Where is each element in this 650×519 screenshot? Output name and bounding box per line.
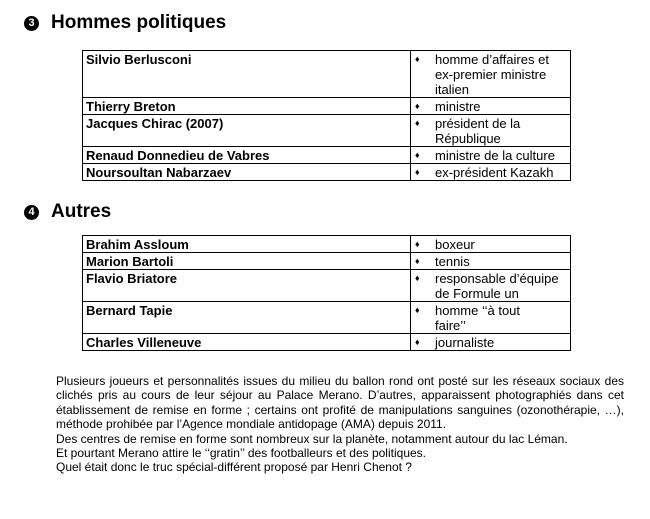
person-description: responsable d’équipe de Formule un — [435, 271, 559, 301]
person-description: ministre de la culture — [435, 148, 555, 163]
person-name: Marion Bartoli — [83, 253, 411, 270]
table-row — [83, 236, 571, 253]
section-heading-politicians — [24, 12, 226, 34]
diamond-bullet-icon: ♦ — [415, 150, 420, 160]
person-name: Renaud Donnedieu de Vabres — [83, 147, 411, 164]
person-name: Thierry Breton — [83, 98, 411, 115]
number-badge: 4 — [24, 205, 39, 220]
diamond-bullet-icon: ♦ — [415, 101, 420, 111]
diamond-bullet-icon: ♦ — [415, 239, 420, 249]
diamond-bullet-icon: ♦ — [415, 256, 420, 266]
table-row — [83, 98, 571, 115]
person-name: Noursoultan Nabarzaev — [83, 164, 411, 181]
person-name: Brahim Assloum — [83, 236, 411, 253]
politicians-table — [82, 50, 571, 181]
diamond-bullet-icon: ♦ — [415, 273, 420, 283]
table-row — [83, 334, 571, 351]
section-heading-others — [24, 201, 111, 223]
person-description: homme ‘‘à tout faire’’ — [435, 303, 521, 333]
table-row — [83, 164, 571, 181]
table-row — [83, 147, 571, 164]
person-description: ex-président Kazakh — [435, 165, 554, 180]
table-row — [83, 253, 571, 270]
table-row — [83, 115, 571, 147]
diamond-bullet-icon: ♦ — [415, 167, 420, 177]
person-description: ministre — [435, 99, 481, 114]
person-name: Jacques Chirac (2007) — [83, 115, 411, 147]
person-name: Charles Villeneuve — [83, 334, 411, 351]
number-badge: 3 — [24, 16, 39, 31]
person-description: homme d’affaires et ex-premier ministre italien — [435, 52, 549, 97]
table-row — [83, 51, 571, 98]
person-name: Silvio Berlusconi — [83, 51, 411, 98]
person-description: tennis — [435, 254, 470, 269]
person-name: Bernard Tapie — [83, 302, 411, 334]
person-description: journaliste — [435, 335, 495, 350]
paragraph: Et pourtant Merano attire le ‘‘gratin’’ des footballeurs et des politiques. — [56, 446, 426, 461]
diamond-bullet-icon: ♦ — [415, 337, 420, 347]
others-table — [82, 235, 571, 351]
section-title: Hommes politiques — [51, 12, 227, 33]
table-row — [83, 302, 571, 334]
person-description: président de la République — [435, 116, 521, 146]
person-name: Flavio Briatore — [83, 270, 411, 302]
body-text — [56, 374, 624, 475]
person-description: boxeur — [435, 237, 475, 252]
diamond-bullet-icon: ♦ — [415, 118, 420, 128]
section-title: Autres — [51, 201, 112, 222]
table-row — [83, 270, 571, 302]
paragraph: Quel était donc le truc spécial-différent proposé par Henri Chenot ? — [56, 460, 412, 475]
diamond-bullet-icon: ♦ — [415, 54, 420, 64]
paragraph: Des centres de remise en forme sont nombreux sur la planète, notamment autour du lac Léman. — [56, 431, 568, 446]
diamond-bullet-icon: ♦ — [415, 305, 420, 315]
paragraph: Plusieurs joueurs et personnalités issues du milieu du ballon rond ont posté sur les réseaux sociaux des clichés pris au cours de leur séjour au Palace Merano. D’autres, apparaissent photographiés dans cet établissement de remise en forme ; certains ont profité de manipulations sanguines (ozonothérapie, …), méthode prohibée par l’Agence mondiale antidopage (AMA) depuis 2011. — [56, 374, 624, 432]
